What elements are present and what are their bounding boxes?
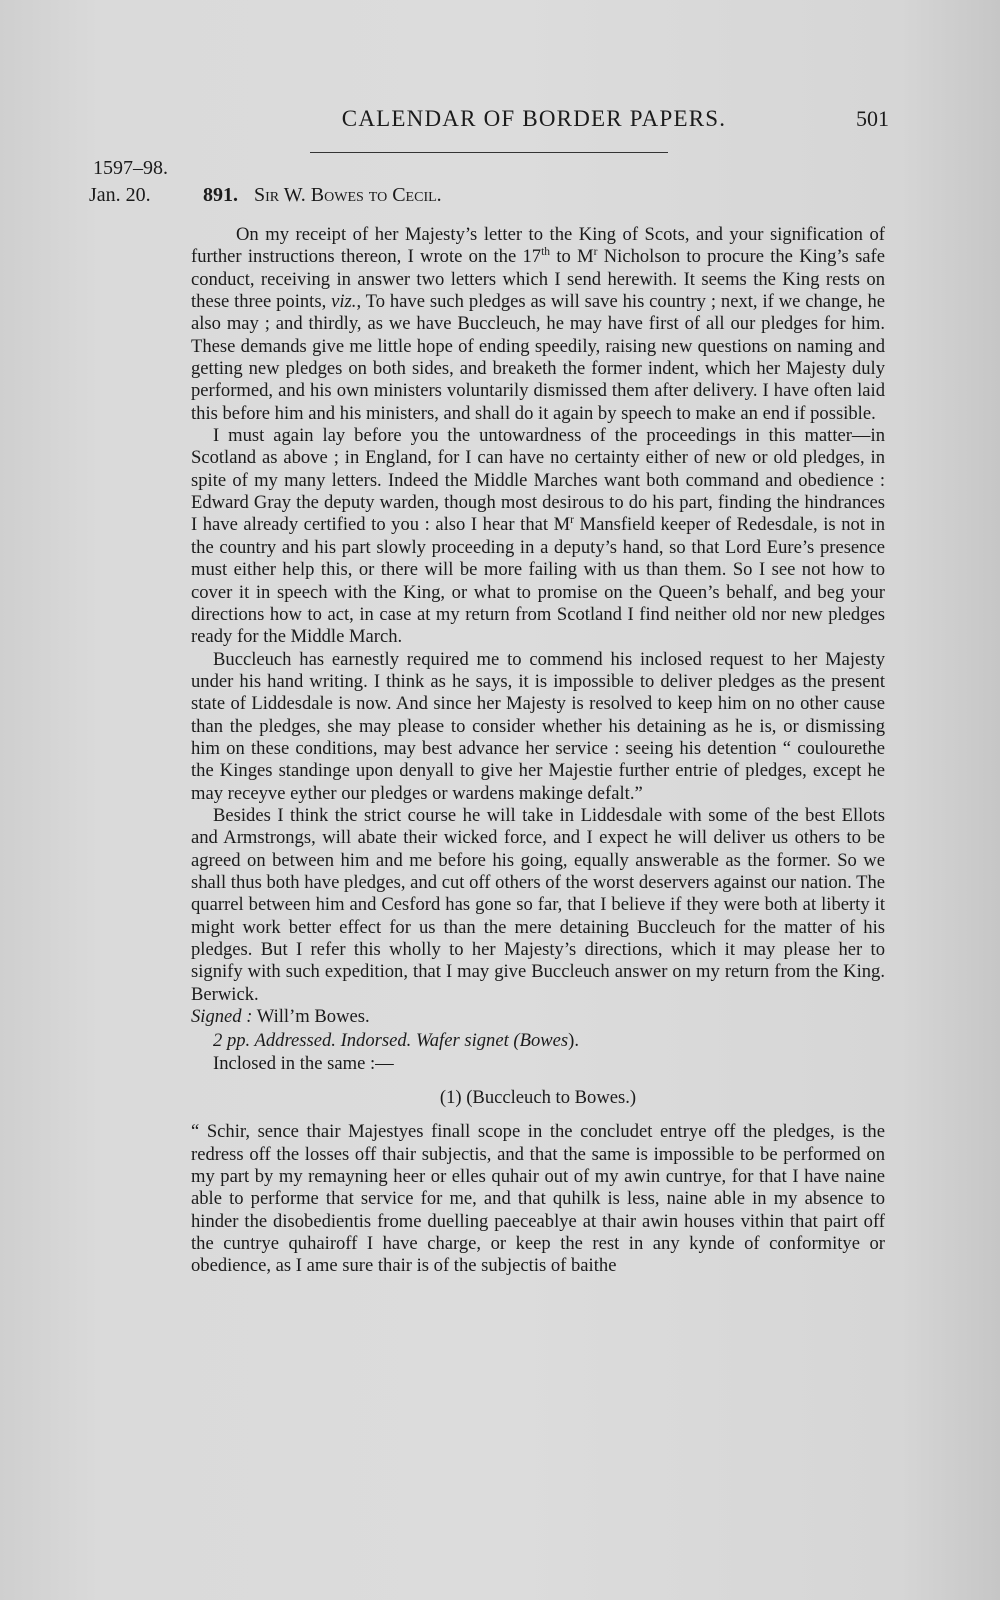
paragraph-4: Besides I think the strict course he will take in Liddesdale with some of the best Ellots and Armstrongs, will abate their wicked force, and I expect he will deliver us others to be agreed on between him and me before his going, equally answerable as the former. So we shall thus both have pledges, and cut off others of the worst deservers against our nation. The quarrel between him and Cesford has gone so far, that I believe if they were both at liberty it might work better effect for us than the mere detaining Buccleuch for the matter of his pledges. But I refer this wholly to her Majesty’s directions, which it may please her to signify with such expedition, that I may give Buccleuch answer on my return from the King. Berwick. <box>191 804 885 1005</box>
inclosure-note: Inclosed in the same :— <box>213 1052 394 1074</box>
header-rule <box>310 152 668 153</box>
page-number: 501 <box>856 106 889 131</box>
entry-number: 891. <box>203 184 238 206</box>
margin-year: 1597–98. <box>93 157 168 179</box>
quoted-letter: “ Schir, sence thair Majestyes finall scope in the concludet entrye off the pledges, is the redress off the losses off thair subjectis, and that the same is impossible to be performed on my part by my remayning heer or elles quhair out of my awin cuntrye, for that I have naine able to performe that service for me, and that quhilk is less, naine able in my absence to hinder the disobedientis frome duelling paeceablye at thair awin houses vithin that pairt off the cuntrye quhairoff I have charge, or keep the rest in any kynde of conformitye or obedience, as I ame sure thair is of the subjectis of baithe <box>191 1121 885 1277</box>
document-description: 2 pp. Addressed. Indorsed. Wafer signet (Bowes). <box>213 1030 579 1052</box>
entry-heading <box>203 184 442 207</box>
signature-line: Signed : Will’m Bowes. <box>191 1006 370 1028</box>
entry-title: Sir W. Bowes to Cecil. <box>254 184 442 206</box>
paragraph-1: On my receipt of her Majesty’s letter to the King of Scots, and your signification of further instructions thereon, I wrote on the 17th to $M^r$ Nicholson to procure the King’s safe conduct, receiving in answer two letters which I send herewith. It seems the King rests on these three points, viz., To have such pledges as will save his country ; next, if we change, he also may ; and thirdly, as we have Buccleuch, he may have first of all our pledges for him. These demands give me little hope of ending speedily, raising new questions on naming and getting new pledges on both sides, and breaketh the former indent, which her Majesty duly performed, and his own ministers voluntarily dismissed them after delivery. I have often laid this before him and his ministers, and shall do it again by speech to make an end if possible. <box>191 224 885 424</box>
margin-date: Jan. 20. <box>89 184 151 206</box>
entry-body <box>191 224 885 1278</box>
paragraph-2: I must again lay before you the untowardness of the proceedings in this matter—in Scotland as above ; in England, for I can have no certainty either of new or old pledges, in spite of my many letters. Indeed the Middle Marches want both command and obedience : Edward Gray the deputy warden, though most desirous to do his part, finding the hindrances I have already certified to you : also I hear that $M^r$ Mansfield keeper of Redesdale, is not in the country and his part slowly proceeding in a deputy’s hand, so that Lord Eure’s presence must either help this, or there will be more failing with us than them. So I see not how to cover it in speech with the King, or what to promise on the Queen’s behalf, and beg your directions how to act, in case at my return from Scotland I find neither old nor new pledges ready for the Middle March. <box>191 425 885 648</box>
inclosure-subheading: (1) (Buccleuch to Bowes.) <box>439 1087 637 1109</box>
running-head: CALENDAR OF BORDER PAPERS. <box>341 106 727 131</box>
paragraph-3: Buccleuch has earnestly required me to commend his inclosed request to her Majesty under his hand writing. I think as he says, it is impossible to deliver pledges as the present state of Liddesdale is now. And since her Majesty is resolved to keep him on no other cause than the pledges, she may please to consider whether his detaining as he is, or dismissing him on these conditions, may best advance her service : seeing his detention “ coulourethe the Kinges standinge upon denyall to give her Majestie further entrie of pledges, except he may receyve eyther our pledges or wardens makinge defalt.” <box>191 648 885 804</box>
